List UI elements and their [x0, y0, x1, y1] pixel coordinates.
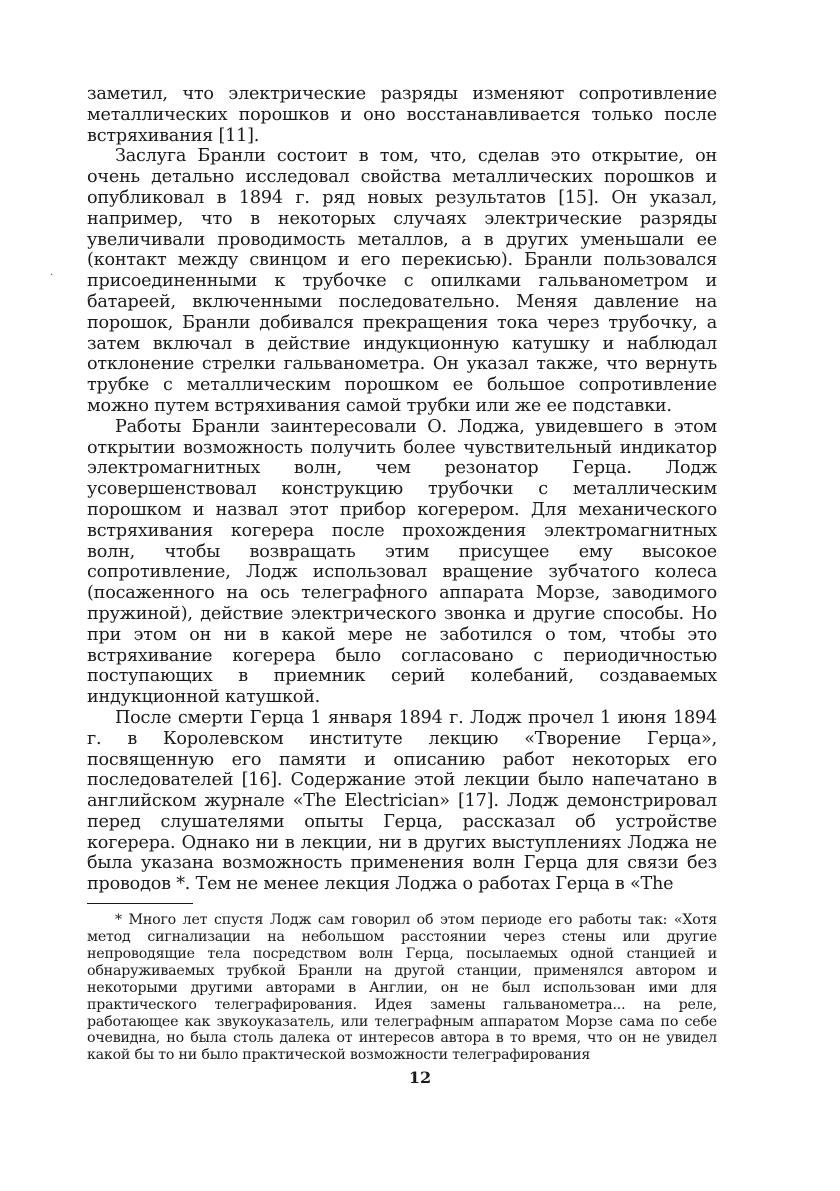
paragraph-2: Заслуга Бранли состоит в том, что, сделав это открытие, он очень детально исследовал свойства металлических порошков и опубликовал в 1894 г. ряд новых результатов [15]. Он указал, например, что в некоторых случаях электрические разряды увеличивали проводимость металлов, а в других уменьшали ее (контакт между свинцом и его перекисью). Бранли пользовался присоединенными к трубочке с опилками гальванометром и батареей, включенными последовательно. Меняя давление на порошок, Бранли добивался прекращения тока через трубочку, а затем включал в действие индукционную катушку и наблюдал отклонение стрелки гальванометра. Он указал также, что вернуть трубке с металлическим порошком ее большое сопротивление можно путем встряхивания самой трубки или же ее подставки. [87, 146, 717, 416]
footnote: * Много лет спустя Лодж сам говорил об этом периоде его работы так: «Хотя метод сигнализации на небольшом расстоянии через стены или другие непроводящие тела посредством волн Герца, посылаемых одной станцией и обнаруживаемых трубкой Бранли на другой станции, применялся автором и некоторыми другими авторами в Англии, он не был использован ими для практического телеграфирования. Идея замены гальванометра... на реле, работающее как звукоуказатель, или телеграфным аппаратом Морзе сама по себе очевидна, но была столь далека от интересов автора в то время, что он не увидел какой бы то ни было практической возможности телеграфирования [87, 912, 717, 1064]
paragraph-4: После смерти Герца 1 января 1894 г. Лодж прочел 1 июня 1894 г. в Королевском институте лекцию «Творение Герца», посвященную его памяти и описанию работ некоторых его последователей [16]. Содержание этой лекции было напечатано в английском журнале «The Electrician» [17]. Лодж демонстрировал перед слушателями опыты Герца, рассказал об устройстве когерера. Однако ни в лекции, ни в других выступлениях Лоджа не была указана возможность применения волн Герца для связи без проводов *. Тем не менее лекция Лоджа о работах Герца в «The [87, 707, 717, 895]
page-number: 12 [408, 1068, 432, 1087]
margin-mark: · [50, 270, 54, 281]
page-content [87, 84, 717, 1064]
body-text [87, 84, 717, 895]
paragraph-1: заметил, что электрические разряды изменяют сопротивление металлических порошков и оно восстанавливается только после встряхивания [11]. [87, 84, 717, 146]
paragraph-3: Работы Бранли заинтересовали О. Лоджа, увидевшего в этом открытии возможность получить более чувствительный индикатор электромагнитных волн, чем резонатор Герца. Лодж усовершенствовал конструкцию трубочки с металлическим порошком и назвал этот прибор когерером. Для механического встряхивания когерера после прохождения электромагнитных волн, чтобы возвращать этим присущее ему высокое сопротивление, Лодж использовал вращение зубчатого колеса (посаженного на ось телеграфного аппарата Морзе, заводимого пружиной), действие электрического звонка и другие способы. Но при этом он ни в какой мере не заботился о том, чтобы это встряхивание когерера было согласовано с периодичностью поступающих в приемник серий колебаний, создаваемых индукционной катушкой. [87, 416, 717, 708]
footnote-divider [87, 903, 193, 904]
